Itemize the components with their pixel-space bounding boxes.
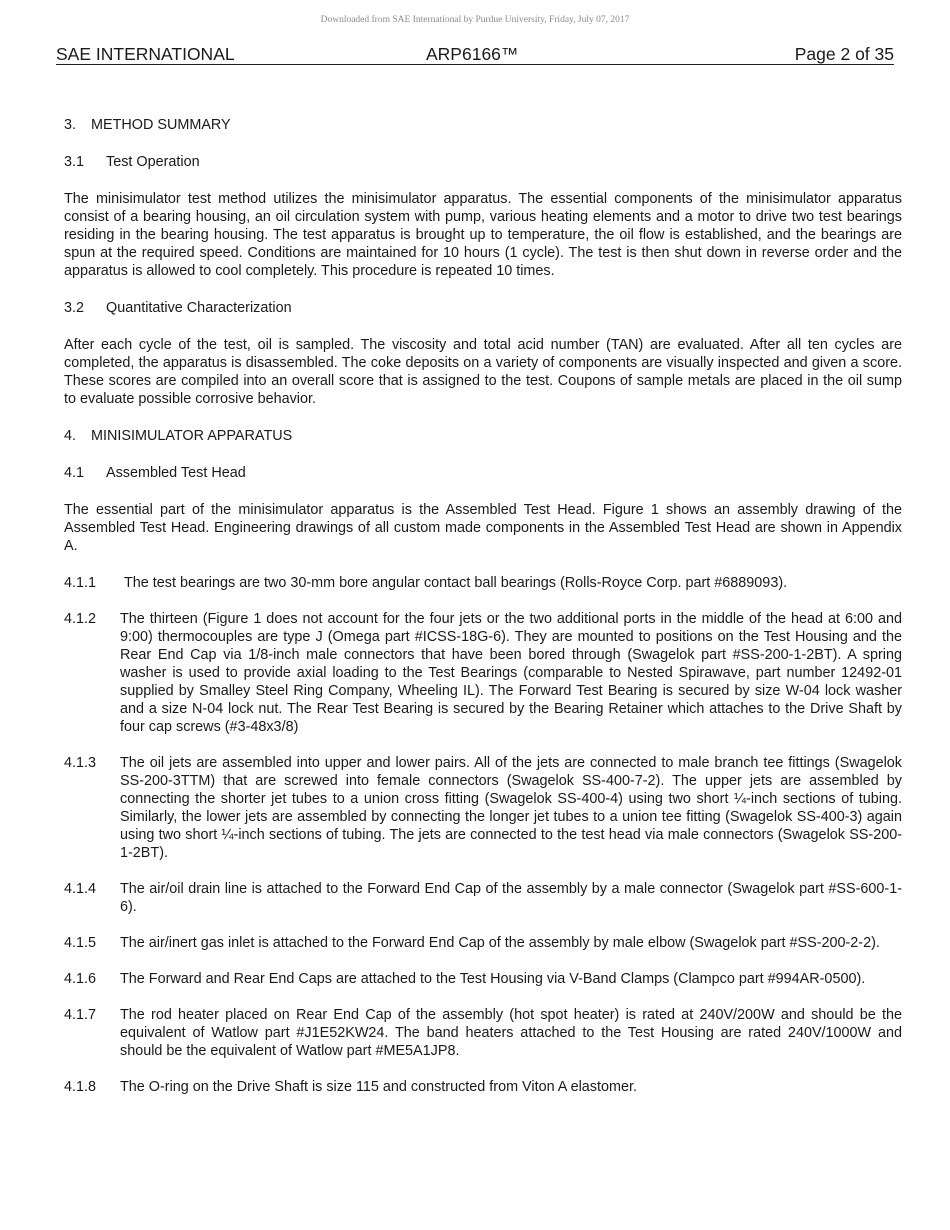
subsection-heading-4-1 [64, 464, 902, 482]
item-number: 4.1.3 [64, 755, 97, 771]
item-text: The Forward and Rear End Caps are attached to the Test Housing via V-Band Clamps (Clampco part #994AR-0500). [120, 971, 866, 987]
subsection-title: Test Operation [106, 154, 200, 170]
item-number: 4.1.1 [64, 575, 97, 591]
item-number: 4.1.7 [64, 1007, 97, 1023]
subsection-heading-3-2 [64, 299, 902, 317]
subsection-number: 3.1 [64, 154, 85, 170]
item-text: The air/inert gas inlet is attached to the Forward End Cap of the assembly by male elbow (Swagelok part #SS-200-2-2). [120, 935, 880, 951]
item-number: 4.1.6 [64, 971, 97, 987]
subsection-heading-3-1 [64, 153, 902, 171]
list-item-4-1-3 [64, 754, 902, 862]
paragraph-test-operation: The minisimulator test method utilizes the minisimulator apparatus. The essential components of the minisimulator apparatus consist of a bearing housing, an oil circulation system with pump, various heating elements and a motor to drive two test bearings residing in the bearing housing. The test apparatus is brought up to temperature, the oil flow is established, and the bearings are spun at the required speed. Conditions are maintained for 10 hours (1 cycle). The test is then shut down in reverse order and the apparatus is allowed to cool completely. This procedure is repeated 10 times. [64, 191, 902, 279]
list-item-4-1-4 [64, 880, 902, 916]
section-number: 3. [64, 117, 77, 133]
item-number: 4.1.4 [64, 881, 97, 897]
paragraph-assembled-test-head: The essential part of the minisimulator apparatus is the Assembled Test Head. Figure 1 shows an assembly drawing of the Assembled Test Head. Engineering drawings of all custom made components in the Assembled Test Head are shown in Appendix A. [64, 502, 902, 554]
section-title: MINISIMULATOR APPARATUS [91, 428, 293, 444]
header-org: SAE INTERNATIONAL [56, 44, 235, 64]
item-number: 4.1.2 [64, 611, 97, 627]
subsection-number: 4.1 [64, 465, 85, 481]
section-number: 4. [64, 428, 77, 444]
list-item-4-1-1 [64, 574, 902, 592]
paragraph-quantitative-characterization: After each cycle of the test, oil is sampled. The viscosity and total acid number (TAN) are evaluated. After all ten cycles are completed, the apparatus is disassembled. The coke deposits on a variety of components are visually inspected and given a score. These scores are compiled into an overall score that is assigned to the test. Coupons of sample metals are placed in the oil sump to evaluate possible corrosive behavior. [64, 337, 902, 407]
header-page-number: Page 2 of 35 [794, 44, 894, 64]
item-text: The rod heater placed on Rear End Cap of the assembly (hot spot heater) is rated at 240V/200W and should be the equivalent of Watlow part #J1E52KW24. The band heaters attached to the Test Housing are rated 240V/1000W and should be the equivalent of Watlow part #ME5A1JP8. [120, 1007, 902, 1059]
item-number: 4.1.5 [64, 935, 97, 951]
list-item-4-1-2 [64, 610, 902, 736]
list-item-4-1-8 [64, 1078, 902, 1096]
section-heading-4 [64, 427, 902, 445]
item-text: The test bearings are two 30-mm bore angular contact ball bearings (Rolls-Royce Corp. part #6889093). [124, 575, 788, 591]
section-title: METHOD SUMMARY [91, 117, 231, 133]
header-doc-id: ARP6166™ [426, 44, 519, 64]
item-number: 4.1.8 [64, 1079, 97, 1095]
item-text: The thirteen (Figure 1 does not account for the four jets or the two additional ports in the middle of the head at 6:00 and 9:00) thermocouples are type J (Omega part #ICSS-18G-6). They are mounted to positions on the Test Housing and the Rear End Cap via 1/8-inch male connectors that have been bored through (Swagelok part #SS-200-1-2BT). A spring washer is used to provide axial loading to the Test Bearings (comparable to Nested Spirawave, part number 12492-01 supplied by Smalley Steel Ring Company, Wheeling IL). The Forward Test Bearing is secured by size W-04 lock washer and a size N-04 lock nut. The Rear Test Bearing is secured by the Bearing Retainer which attaches to the Drive Shaft by four cap screws (#3-48x3/8) [120, 611, 902, 735]
item-text: The O-ring on the Drive Shaft is size 115 and constructed from Viton A elastomer. [120, 1079, 637, 1095]
list-item-4-1-5 [64, 934, 902, 952]
section-heading-3 [64, 116, 902, 134]
list-item-4-1-7 [64, 1006, 902, 1060]
subsection-number: 3.2 [64, 300, 85, 316]
item-text: The air/oil drain line is attached to the Forward End Cap of the assembly by a male connector (Swagelok part #SS-600-1-6). [120, 881, 902, 915]
page-header [56, 44, 894, 65]
subsection-title: Quantitative Characterization [106, 300, 292, 316]
item-text: The oil jets are assembled into upper and lower pairs. All of the jets are connected to male branch tee fittings (Swagelok SS-200-3TTM) that are screwed into female connectors (Swagelok SS-400-7-2). The upper jets are assembled by connecting the shorter jet tubes to a union cross fitting (Swagelok SS-400-4) using two short ¼-inch sections of tubing. Similarly, the lower jets are assembled by connecting the longer jet tubes to a union tee fitting (Swagelok SS-400-3) again using two short ¼-inch sections of tubing. The jets are connected to the test head via male connectors (Swagelok SS-200-1-2BT). [120, 755, 902, 861]
document-body [64, 116, 902, 1114]
subsection-title: Assembled Test Head [106, 465, 246, 481]
list-item-4-1-6 [64, 970, 902, 988]
download-watermark: Downloaded from SAE International by Purdue University, Friday, July 07, 2017 [320, 15, 630, 25]
